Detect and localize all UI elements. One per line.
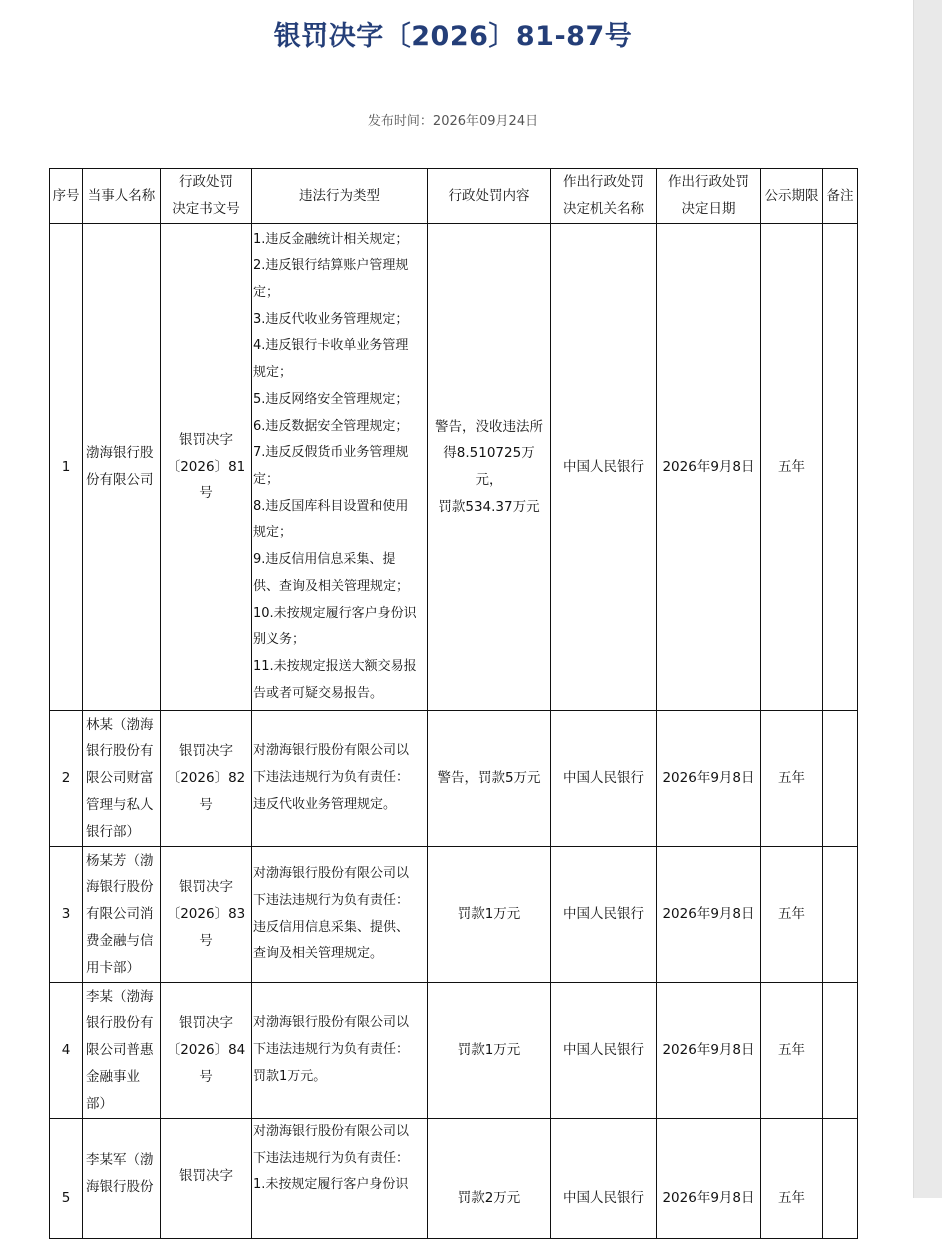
cell-party: 李某（渤海 银行股份有 限公司普惠 金融事业 部） (83, 983, 161, 1119)
header-seq: 序号 (50, 169, 83, 224)
table-row (50, 1119, 858, 1239)
cell-period: 五年 (761, 1119, 823, 1239)
cell-date: 2026年9月8日 (657, 224, 761, 711)
cell-doc-no: 银罚决字 (161, 1119, 252, 1239)
cell-violation: 对渤海银行股份有限公司以 下违法违规行为负有责任： 罚款1万元。 (252, 983, 428, 1119)
cell-remark (823, 847, 858, 983)
cell-penalty: 警告，没收违法所 得8.510725万元， 罚款534.37万元 (428, 224, 551, 711)
cell-remark (823, 711, 858, 847)
cell-date: 2026年9月8日 (657, 847, 761, 983)
table-row (50, 983, 858, 1119)
header-party: 当事人名称 (83, 169, 161, 224)
cell-violation: 对渤海银行股份有限公司以 下违法违规行为负有责任： 1.未按规定履行客户身份识 (252, 1119, 428, 1239)
cell-remark (823, 983, 858, 1119)
publish-label: 发布时间： (367, 114, 433, 129)
cell-party: 渤海银行股 份有限公司 (83, 224, 161, 711)
header-authority: 作出行政处罚 决定机关名称 (551, 169, 657, 224)
page-title: 银罚决字〔2026〕81-87号 (273, 21, 633, 52)
cell-period: 五年 (761, 711, 823, 847)
cell-party: 杨某芳（渤 海银行股份 有限公司消 费金融与信 用卡部） (83, 847, 161, 983)
header-remark: 备注 (823, 169, 858, 224)
publish-date-line (0, 110, 906, 129)
header-penalty: 行政处罚内容 (428, 169, 551, 224)
penalty-table (49, 168, 858, 1239)
cell-seq: 4 (50, 983, 83, 1119)
table-row (50, 847, 858, 983)
cell-doc-no: 银罚决字 〔2026〕81号 (161, 224, 252, 711)
cell-authority: 中国人民银行 (551, 224, 657, 711)
cell-party: 林某（渤海 银行股份有 限公司财富 管理与私人 银行部） (83, 711, 161, 847)
cell-violation: 对渤海银行股份有限公司以 下违法违规行为负有责任： 违反代收业务管理规定。 (252, 711, 428, 847)
header-doc-no: 行政处罚 决定书文号 (161, 169, 252, 224)
table-header-row (50, 169, 858, 224)
cell-date: 2026年9月8日 (657, 711, 761, 847)
cell-authority: 中国人民银行 (551, 1119, 657, 1239)
cell-date: 2026年9月8日 (657, 1119, 761, 1239)
cell-doc-no: 银罚决字 〔2026〕84号 (161, 983, 252, 1119)
publish-date: 2026年09月24日 (432, 114, 539, 129)
cell-period: 五年 (761, 983, 823, 1119)
cell-penalty: 警告，罚款5万元 (428, 711, 551, 847)
header-date: 作出行政处罚 决定日期 (657, 169, 761, 224)
cell-period: 五年 (761, 224, 823, 711)
cell-party: 李某军（渤 海银行股份 (83, 1119, 161, 1239)
cell-violation: 对渤海银行股份有限公司以 下违法违规行为负有责任： 违反信用信息采集、提供、 查询及相关管理规定。 (252, 847, 428, 983)
header-period: 公示期限 (761, 169, 823, 224)
cell-authority: 中国人民银行 (551, 983, 657, 1119)
cell-authority: 中国人民银行 (551, 847, 657, 983)
cell-penalty: 罚款2万元 (428, 1119, 551, 1239)
cell-seq: 3 (50, 847, 83, 983)
cell-doc-no: 银罚决字 〔2026〕82号 (161, 711, 252, 847)
table-row (50, 711, 858, 847)
header-violation: 违法行为类型 (252, 169, 428, 224)
cell-date: 2026年9月8日 (657, 983, 761, 1119)
cell-period: 五年 (761, 847, 823, 983)
cell-penalty: 罚款1万元 (428, 983, 551, 1119)
table-row (50, 224, 858, 711)
cell-seq: 1 (50, 224, 83, 711)
cell-violation: 1.违反金融统计相关规定； 2.违反银行结算账户管理规 定； 3.违反代收业务管理规定； 4.违反银行卡收单业务管理 规定； 5.违反网络安全管理规定； 6.违反数据安全管理规定； 7.违反反假货币业务管理规 定； 8.违反国库科目设置和使用 规定； 9.违反信用信息采集、提 供、查询及相关管理规定； 10.未按规定履行客户身份识 别义务； 11.未按规定报送大额交易报 告或者可疑交易报告。 (252, 224, 428, 711)
cell-doc-no: 银罚决字 〔2026〕83号 (161, 847, 252, 983)
cell-authority: 中国人民银行 (551, 711, 657, 847)
cell-penalty: 罚款1万元 (428, 847, 551, 983)
cell-remark (823, 224, 858, 711)
cell-seq: 5 (50, 1119, 83, 1239)
scrollbar[interactable] (913, 0, 942, 1198)
cell-seq: 2 (50, 711, 83, 847)
cell-remark (823, 1119, 858, 1239)
